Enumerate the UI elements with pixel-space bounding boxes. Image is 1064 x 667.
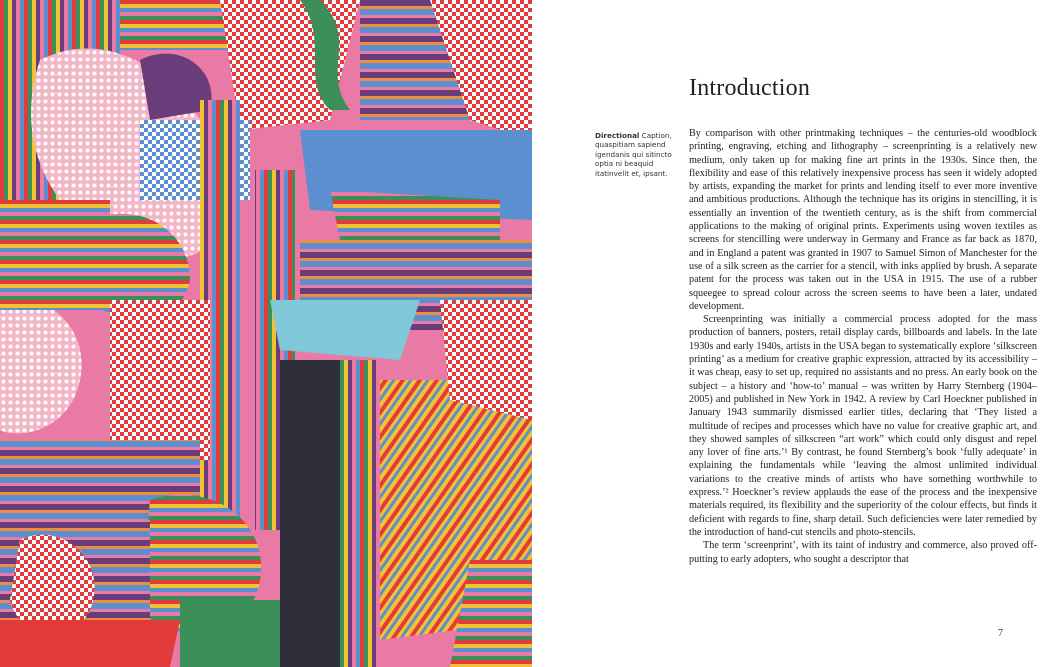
paragraph-3: The term ‘screenprint’, with its taint of industry and commerce, also proved off-putting to early adopters, who sought a descriptor that (689, 540, 1037, 565)
chapter-heading: Introduction (689, 75, 811, 101)
page-number: 7 (998, 628, 1003, 639)
paragraph-2: Screenprinting was initially a commercial process adopted for the mass production of banners, posters, retail display cards, billboards and labels. In the late 1930s and early 1940s, artists in the USA began to systematically explore ‘silkscreen printing’ as a medium for creative graphic expression, attracted by its accessibility – it was cheap, easy to set up, required no assistants and no press. An early book on the subject – a history and ‘how-to’ manual – was written by Harry Sternberg (1904–2005) and published in New York in 1942. A review by Carl Hoeckner published in January 1943 summarily dismissed earlier titles, declaring that ‘They listed a multitude of recipes and processes which have no value for creative graphic art, and they showed samples of silkscreen “art work” which could only disgust and repel any lover of fine arts.’¹ By contrast, he found Sternberg’s book ‘fully adequate’ in explaining the fundamentals while ‘leaving the almost unlimited individual variations to the creative minds of artists who have something worthwhile to express.’² Hoeckner’s review applauds the ease of the process and the inexpensive materials required, its flexibility and the superiority of the colour effects, but finds it deficient with regards to fine, sharp detail. Such deficiencies were later remedied by the introduction of hand-cut stencils and photo-stencils. (689, 314, 1037, 538)
caption-text: Caption, quaspitiam sapiend igendanis qui sitincto optia ni beaquid itatinvelit et, ipsant. (595, 131, 672, 178)
image-caption (595, 131, 673, 178)
paragraph-1: By comparison with other printmaking techniques – the centuries-old woodblock printing, engraving, etching and lithography – screenprinting is a relatively new medium, only taken up for making fine art prints in the 1930s. Since then, the flexibility and ease of this relatively inexpensive process has seen it widely adopted by artists, expanding the market for prints and lending itself to ever more inventive and ambitious productions. Although the technique has its origins in stencilling, it is essentially an invention of the twentieth century, as is the shift from commercial applications to the making of original prints. Experiments using woven textiles as screens for stencilling were underway in Germany and France as far back as 1870, and in England a patent was granted in 1907 to Samuel Simon of Manchester for the use of a silk screen as the carrier for a stencil, with inks applied by brush. A separate patent for the process was taken out in the USA in 1915. The use of a rubber squeegee to spread colour across the screen seems to have been a later, undated development. (689, 128, 1037, 312)
body-text (689, 127, 1037, 566)
caption-label: Directional (595, 131, 640, 140)
text-page (532, 0, 1064, 667)
